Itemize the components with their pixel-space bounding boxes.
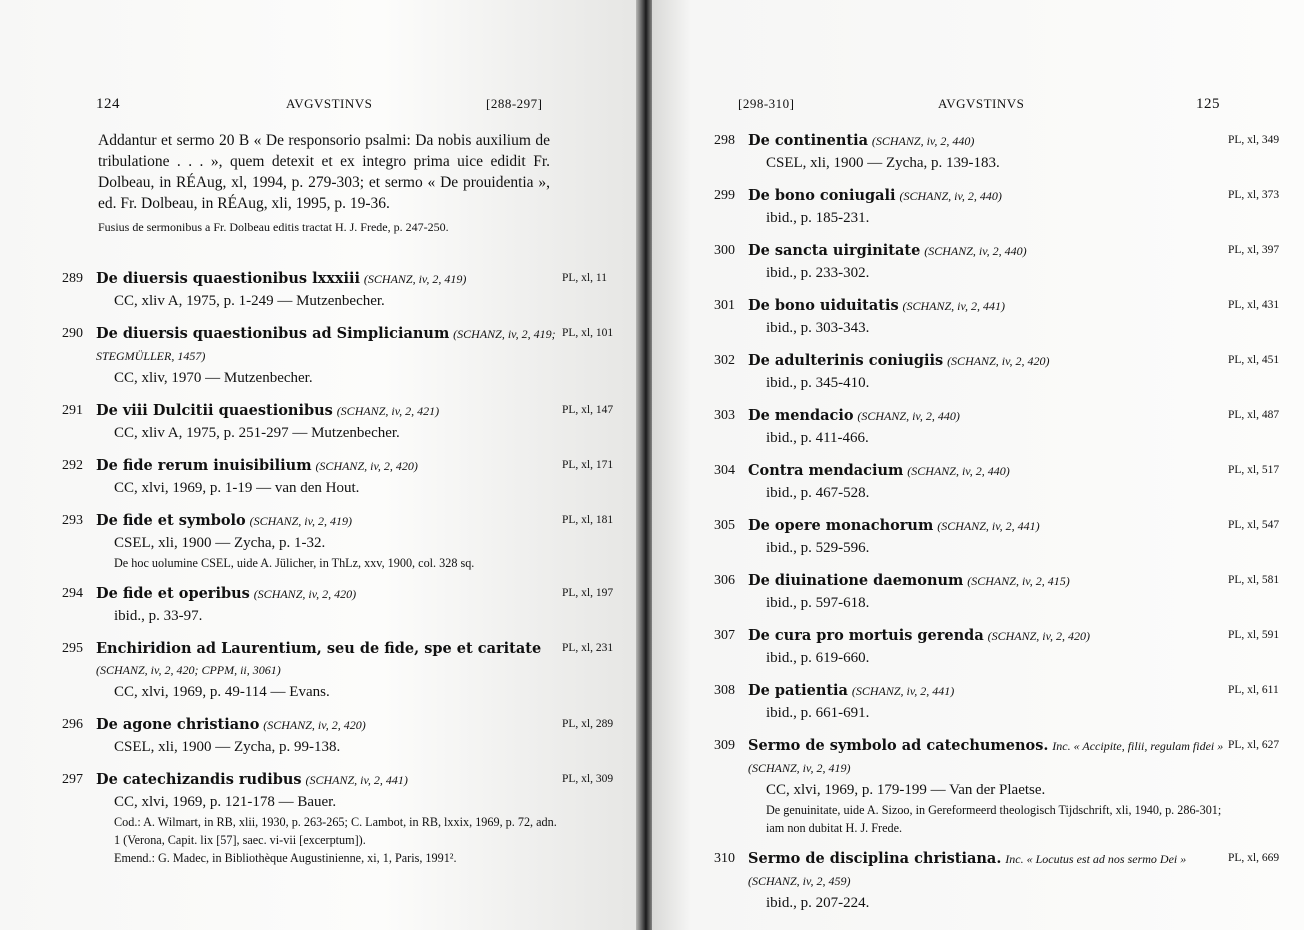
entry-edition: ibid., p. 619-660. — [766, 650, 870, 666]
catalog-entry — [714, 680, 1298, 724]
entry-body — [748, 240, 1228, 284]
entry-body — [96, 638, 562, 703]
entry-reference: (SCHANZ, iv, 2, 440) — [907, 464, 1010, 478]
entry-body — [96, 510, 562, 572]
patrologia-reference: PL, xl, 147 — [562, 404, 614, 416]
catalog-entry — [714, 848, 1298, 914]
entry-title: De continentia — [748, 132, 869, 149]
entry-body — [96, 455, 562, 499]
entry-edition: ibid., p. 411-466. — [766, 430, 869, 446]
entry-reference: (SCHANZ, iv, 2, 420; CPPM, ii, 3061) — [96, 663, 281, 677]
patrologia-reference: PL, xl, 669 — [1228, 852, 1280, 864]
page-number: 125 — [1196, 96, 1220, 112]
patrologia-reference: PL, xl, 309 — [562, 773, 614, 785]
patrologia-reference: PL, xl, 373 — [1228, 189, 1280, 201]
entry-edition: CC, xlvi, 1969, p. 49-114 — Evans. — [114, 684, 330, 700]
catalog-entry — [62, 714, 632, 758]
entry-body — [748, 570, 1228, 614]
entry-edition: CC, xliv, 1970 — Mutzenbecher. — [114, 370, 313, 386]
patrologia-reference: PL, xl, 431 — [1228, 299, 1280, 311]
entry-body — [748, 130, 1228, 174]
patrologia-reference: PL, xl, 231 — [562, 642, 614, 654]
entry-edition: ibid., p. 661-691. — [766, 705, 870, 721]
entry-edition: ibid., p. 185-231. — [766, 210, 870, 226]
entry-reference: (SCHANZ, iv, 2, 440) — [871, 134, 975, 148]
entry-body — [748, 295, 1228, 339]
entry-number: 304 — [714, 463, 735, 478]
catalog-entry — [62, 400, 632, 444]
patrologia-reference: PL, xl, 397 — [1228, 244, 1280, 256]
patrologia-reference: PL, xl, 181 — [562, 514, 614, 526]
entry-edition: ibid., p. 303-343. — [766, 320, 870, 336]
entry-number: 296 — [62, 717, 83, 732]
entry-edition: ibid., p. 33-97. — [114, 608, 203, 624]
entry-title-line — [96, 769, 562, 791]
entry-title: De diuersis quaestionibus ad Simplicianum — [96, 325, 450, 342]
patrologia-reference: PL, xl, 171 — [562, 459, 614, 471]
entry-number: 310 — [714, 851, 735, 866]
entry-reference: (SCHANZ, iv, 2, 419; STEGMÜLLER, 1457) — [96, 327, 556, 363]
patrologia-reference: PL, xl, 101 — [562, 327, 614, 339]
entry-title: Sermo de disciplina christiana. — [748, 850, 1002, 867]
entry-reference: Inc. « Locutus est ad nos sermo Dei » (SCHANZ, iv, 2, 459) — [748, 852, 1187, 888]
entry-reference: (SCHANZ, iv, 2, 441) — [851, 684, 955, 698]
catalog-entry — [714, 625, 1298, 669]
entry-title-line — [96, 638, 562, 681]
entry-number: 301 — [714, 298, 735, 313]
entry-number: 307 — [714, 628, 735, 643]
entry-number: 290 — [62, 326, 83, 341]
catalog-entry — [714, 460, 1298, 504]
entry-body — [748, 185, 1228, 229]
intro-note: Fusius de sermonibus a Fr. Dolbeau editis tractat H. J. Frede, p. 247-250. — [98, 220, 449, 234]
page-number: 124 — [96, 96, 120, 112]
entry-reference: (SCHANZ, iv, 2, 441) — [305, 773, 408, 787]
catalog-entry — [714, 405, 1298, 449]
entry-edition: CC, xliv A, 1975, p. 251-297 — Mutzenbecher. — [114, 425, 400, 441]
page-range: [288-297] — [486, 96, 543, 111]
running-title: AVGVSTINVS — [286, 96, 373, 111]
left-page — [0, 0, 638, 930]
left-entries — [62, 268, 632, 878]
entry-edition: CSEL, xli, 1900 — Zycha, p. 1-32. — [114, 535, 326, 551]
entry-title: De adulterinis coniugiis — [748, 352, 944, 369]
entry-reference: (SCHANZ, iv, 2, 440) — [899, 189, 1002, 203]
entry-number: 297 — [62, 772, 83, 787]
entry-title: De bono coniugali — [748, 187, 896, 204]
catalog-entry — [714, 240, 1298, 284]
entry-number: 294 — [62, 586, 83, 601]
entry-body — [748, 735, 1228, 837]
entry-title: De opere monachorum — [748, 517, 934, 534]
entry-reference: (SCHANZ, iv, 2, 420) — [987, 629, 1091, 643]
entry-number: 291 — [62, 403, 83, 418]
catalog-entry — [62, 583, 632, 627]
entry-edition: CSEL, xli, 1900 — Zycha, p. 139-183. — [766, 155, 1000, 171]
patrologia-reference: PL, xl, 591 — [1228, 629, 1280, 641]
entry-number: 293 — [62, 513, 83, 528]
entry-reference: Inc. « Accipite, filii, regulam fidei » (SCHANZ, iv, 2, 419) — [748, 739, 1224, 775]
entry-title-line — [748, 848, 1228, 892]
entry-body — [748, 625, 1228, 669]
entry-title-line — [96, 268, 562, 290]
entry-title-line — [748, 350, 1228, 372]
entry-number: 300 — [714, 243, 735, 258]
entry-title: De fide et symbolo — [96, 512, 246, 529]
catalog-entry — [714, 185, 1298, 229]
entry-edition: ibid., p. 233-302. — [766, 265, 870, 281]
entry-title: Contra mendacium — [748, 462, 904, 479]
right-entries — [714, 130, 1298, 925]
catalog-entry — [62, 769, 632, 867]
entry-title-line — [748, 735, 1228, 779]
entry-number: 298 — [714, 133, 735, 148]
patrologia-reference: PL, xl, 451 — [1228, 354, 1280, 366]
entry-number: 289 — [62, 271, 83, 286]
entry-title: De agone christiano — [96, 716, 260, 733]
entry-title-line — [748, 625, 1228, 647]
entry-edition: CC, xlvi, 1969, p. 179-199 — Van der Plaetse. — [766, 782, 1046, 798]
entry-title: De fide rerum inuisibilium — [96, 457, 312, 474]
entry-title-line — [96, 455, 562, 477]
entry-reference: (SCHANZ, iv, 2, 419) — [363, 272, 467, 286]
entry-reference: (SCHANZ, iv, 2, 415) — [967, 574, 1070, 588]
entry-reference: (SCHANZ, iv, 2, 420) — [253, 587, 357, 601]
entry-title: De viii Dulcitii quaestionibus — [96, 402, 333, 419]
entry-title: Sermo de symbolo ad catechumenos. — [748, 737, 1049, 754]
entry-number: 308 — [714, 683, 735, 698]
entry-reference: (SCHANZ, iv, 2, 441) — [937, 519, 1040, 533]
entry-title: De sancta uirginitate — [748, 242, 921, 259]
patrologia-reference: PL, xl, 11 — [562, 272, 607, 284]
entry-edition: CC, xlvi, 1969, p. 121-178 — Bauer. — [114, 794, 337, 810]
catalog-entry — [62, 268, 632, 312]
entry-title: De diuinatione daemonum — [748, 572, 964, 589]
entry-title-line — [96, 323, 562, 367]
entry-body — [748, 515, 1228, 559]
entry-number: 299 — [714, 188, 735, 203]
entry-title: De mendacio — [748, 407, 854, 424]
patrologia-reference: PL, xl, 517 — [1228, 464, 1280, 476]
entry-body — [96, 583, 562, 627]
entry-title-line — [96, 714, 562, 736]
catalog-entry — [62, 455, 632, 499]
catalog-entry — [714, 735, 1298, 837]
entry-body — [748, 460, 1228, 504]
entry-title-line — [748, 570, 1228, 592]
patrologia-reference: PL, xl, 197 — [562, 587, 614, 599]
entry-number: 295 — [62, 641, 83, 656]
entry-body — [96, 268, 562, 312]
entry-note: De hoc uolumine CSEL, uide A. Jülicher, in ThLz, xxv, 1900, col. 328 sq. — [114, 556, 475, 570]
entry-body — [748, 680, 1228, 724]
entry-title: De catechizandis rudibus — [96, 771, 302, 788]
entry-title-line — [748, 680, 1228, 702]
entry-number: 303 — [714, 408, 735, 423]
entry-title-line — [748, 185, 1228, 207]
entry-title: De fide et operibus — [96, 585, 250, 602]
patrologia-reference: PL, xl, 611 — [1228, 684, 1279, 696]
patrologia-reference: PL, xl, 547 — [1228, 519, 1280, 531]
entry-reference: (SCHANZ, iv, 2, 420) — [263, 718, 366, 732]
entry-title-line — [748, 130, 1228, 152]
catalog-entry — [62, 638, 632, 703]
entry-title-line — [748, 405, 1228, 427]
entry-reference: (SCHANZ, iv, 2, 419) — [249, 514, 353, 528]
entry-reference: (SCHANZ, iv, 2, 440) — [857, 409, 960, 423]
catalog-entry — [714, 295, 1298, 339]
entry-body — [748, 350, 1228, 394]
entry-reference: (SCHANZ, iv, 2, 421) — [336, 404, 440, 418]
entry-number: 309 — [714, 738, 735, 753]
patrologia-reference: PL, xl, 581 — [1228, 574, 1280, 586]
entry-edition: ibid., p. 529-596. — [766, 540, 870, 556]
entry-note: Cod.: A. Wilmart, in RB, xlii, 1930, p. 263-265; C. Lambot, in RB, lxxix, 1969, p. 72, adn. 1 (Verona, Capit. lix [57], saec. vi-vii [excerptum]). — [114, 815, 557, 847]
right-page — [652, 0, 1304, 930]
entry-body — [96, 769, 562, 867]
entry-edition: CSEL, xli, 1900 — Zycha, p. 99-138. — [114, 739, 341, 755]
catalog-entry — [714, 130, 1298, 174]
entry-title: De bono uiduitatis — [748, 297, 899, 314]
patrologia-reference: PL, xl, 349 — [1228, 134, 1280, 146]
intro-block — [0, 130, 558, 236]
entry-reference: (SCHANZ, iv, 2, 441) — [902, 299, 1005, 313]
entry-number: 292 — [62, 458, 83, 473]
catalog-entry — [714, 350, 1298, 394]
entry-body — [748, 405, 1228, 449]
entry-note: Emend.: G. Madec, in Bibliothèque Augustinienne, xi, 1, Paris, 1991². — [114, 851, 457, 865]
entry-reference: (SCHANZ, iv, 2, 420) — [315, 459, 418, 473]
running-title: AVGVSTINVS — [938, 96, 1025, 111]
catalog-entry — [62, 510, 632, 572]
entry-edition: ibid., p. 345-410. — [766, 375, 870, 391]
catalog-entry — [714, 515, 1298, 559]
entry-body — [748, 848, 1228, 914]
entry-title-line — [96, 583, 562, 605]
entry-title-line — [96, 400, 562, 422]
entry-title: De patientia — [748, 682, 848, 699]
entry-title-line — [748, 460, 1228, 482]
entry-body — [96, 323, 562, 389]
entry-reference: (SCHANZ, iv, 2, 440) — [924, 244, 1027, 258]
intro-paragraph: Addantur et sermo 20 B « De responsorio psalmi: Da nobis auxilium de tribulatione . . . », quem detexit et ex integro prima uice edidit Fr. Dolbeau, in RÉAug, xl, 1994, p. 279-303; et sermo « De prouidentia », ed. Fr. Dolbeau, in RÉAug, xli, 1995, p. 19-36. — [98, 132, 550, 212]
entry-title-line — [748, 295, 1228, 317]
entry-note: De genuinitate, uide A. Sizoo, in Gereformeerd theologisch Tijdschrift, xli, 1940, p. 286-301; iam non dubitat H. J. Frede. — [766, 803, 1222, 835]
entry-edition: CC, xliv A, 1975, p. 1-249 — Mutzenbecher. — [114, 293, 385, 309]
entry-number: 302 — [714, 353, 735, 368]
entry-body — [96, 714, 562, 758]
entry-body — [96, 400, 562, 444]
page-range: [298-310] — [738, 96, 795, 111]
entry-title: De cura pro mortuis gerenda — [748, 627, 984, 644]
patrologia-reference: PL, xl, 487 — [1228, 409, 1280, 421]
patrologia-reference: PL, xl, 627 — [1228, 739, 1280, 751]
catalog-entry — [62, 323, 632, 389]
entry-reference: (SCHANZ, iv, 2, 420) — [947, 354, 1050, 368]
entry-title-line — [748, 240, 1228, 262]
catalog-entry — [714, 570, 1298, 614]
entry-edition: ibid., p. 597-618. — [766, 595, 870, 611]
entry-title-line — [96, 510, 562, 532]
entry-title: Enchiridion ad Laurentium, seu de fide, spe et caritate — [96, 640, 542, 657]
entry-title-line — [748, 515, 1228, 537]
entry-edition: CC, xlvi, 1969, p. 1-19 — van den Hout. — [114, 480, 360, 496]
entry-edition: ibid., p. 207-224. — [766, 895, 870, 911]
entry-edition: ibid., p. 467-528. — [766, 485, 870, 501]
patrologia-reference: PL, xl, 289 — [562, 718, 614, 730]
entry-title: De diuersis quaestionibus lxxxiii — [96, 270, 361, 287]
entry-number: 306 — [714, 573, 735, 588]
entry-number: 305 — [714, 518, 735, 533]
